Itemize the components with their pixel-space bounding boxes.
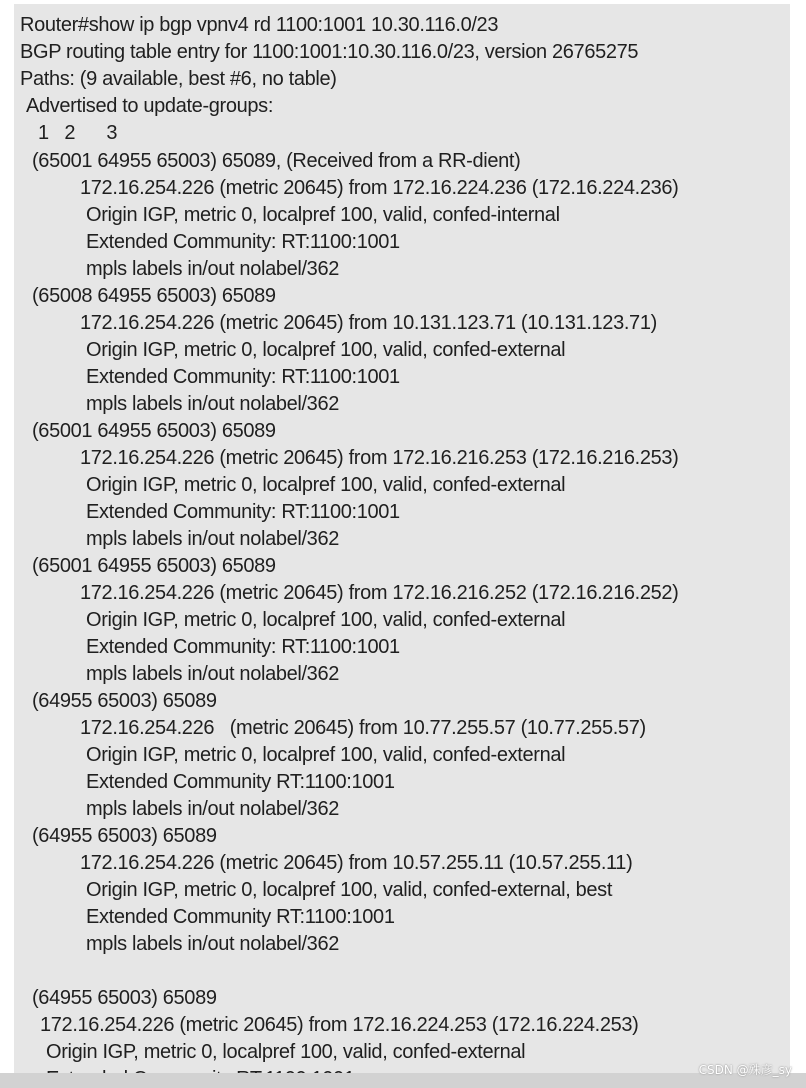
output-line-2: BGP routing table entry for 1100:1001:10.30.116.0/23, version 26765275 [20, 41, 639, 63]
output-line-8: Origin IGP, metric 0, localpref 100, valid, confed-internal [86, 204, 560, 226]
output-line-14: Extended Community: RT:1100:1001 [86, 366, 400, 388]
output-line-34: Extended Community RT:1100:1001 [86, 906, 395, 928]
output-line-26: (64955 65003) 65089 [32, 690, 217, 712]
output-line-23: Origin IGP, metric 0, localpref 100, valid, confed-external [86, 609, 566, 631]
output-line-27: 172.16.254.226 (metric 20645) from 10.77.255.57 (10.77.255.57) [80, 717, 646, 739]
output-line-4: Advertised to update-groups: [26, 95, 274, 117]
output-line-24: Extended Community: RT:1100:1001 [86, 636, 400, 658]
output-line-17: 172.16.254.226 (metric 20645) from 172.16.216.253 (172.16.216.253) [80, 447, 679, 469]
output-line-12: 172.16.254.226 (metric 20645) from 10.131.123.71 (10.131.123.71) [80, 312, 657, 334]
csdn-watermark: CSDN @殊彦_sy [698, 1063, 792, 1077]
output-line-31: (64955 65003) 65089 [32, 825, 217, 847]
output-line-35: mpls labels in/out nolabel/362 [86, 933, 340, 955]
output-line-37: 172.16.254.226 (metric 20645) from 172.16.224.253 (172.16.224.253) [40, 1014, 639, 1036]
output-line-10: mpls labels in/out nolabel/362 [86, 258, 340, 280]
output-line-16: (65001 64955 65003) 65089 [32, 420, 276, 442]
output-line-6: (65001 64955 65003) 65089, (Received from a RR-dient) [32, 150, 521, 172]
output-line-33: Origin IGP, metric 0, localpref 100, valid, confed-external, best [86, 879, 613, 901]
output-line-18: Origin IGP, metric 0, localpref 100, valid, confed-external [86, 474, 566, 496]
output-line-13: Origin IGP, metric 0, localpref 100, valid, confed-external [86, 339, 566, 361]
output-line-36: (64955 65003) 65089 [32, 987, 217, 1009]
output-line-9: Extended Community: RT:1100:1001 [86, 231, 400, 253]
output-line-32: 172.16.254.226 (metric 20645) from 10.57.255.11 (10.57.255.11) [80, 852, 633, 874]
output-line-22: 172.16.254.226 (metric 20645) from 172.16.216.252 (172.16.216.252) [80, 582, 679, 604]
output-line-20: mpls labels in/out nolabel/362 [86, 528, 340, 550]
output-line-38: Origin IGP, metric 0, localpref 100, valid, confed-external [46, 1041, 526, 1063]
output-line-5: 1 2 3 [38, 122, 118, 144]
output-line-15: mpls labels in/out nolabel/362 [86, 393, 340, 415]
output-line-25: mpls labels in/out nolabel/362 [86, 663, 340, 685]
output-line-1: Router#show ip bgp vpnv4 rd 1100:1001 10.30.116.0/23 [20, 14, 499, 36]
output-line-30: mpls labels in/out nolabel/362 [86, 798, 340, 820]
output-line-29: Extended Community RT:1100:1001 [86, 771, 395, 793]
output-line-11: (65008 64955 65003) 65089 [32, 285, 276, 307]
output-line-19: Extended Community: RT:1100:1001 [86, 501, 400, 523]
output-line-3: Paths: (9 available, best #6, no table) [20, 68, 337, 90]
output-line-28: Origin IGP, metric 0, localpref 100, valid, confed-external [86, 744, 566, 766]
bottom-crop-bar [0, 1073, 806, 1088]
output-line-21: (65001 64955 65003) 65089 [32, 555, 276, 577]
output-line-7: 172.16.254.226 (metric 20645) from 172.16.224.236 (172.16.224.236) [80, 177, 679, 199]
